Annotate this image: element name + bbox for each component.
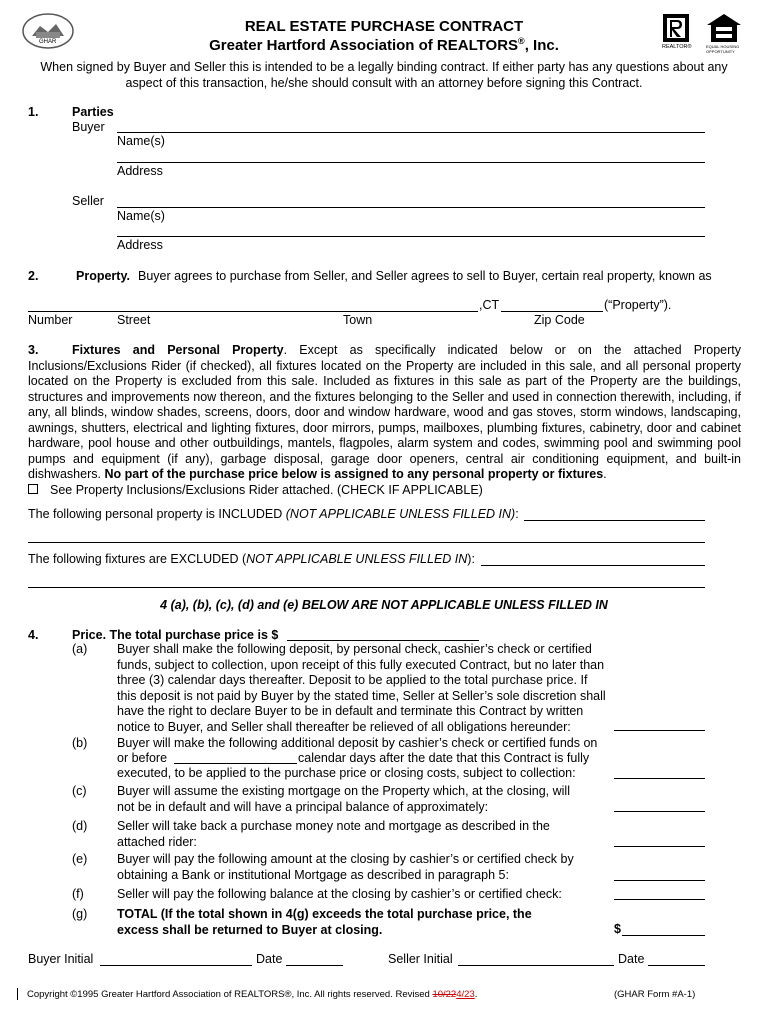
s4g-text: TOTAL (If the total shown in 4(g) exceeds the total purchase price, the excess shall be returned to Buyer at closing. [117,907,532,937]
realtor-logo [662,13,696,53]
seller-label: Seller [72,194,104,208]
s4e-amount-line[interactable] [614,880,705,881]
buyer-address-line[interactable] [117,162,705,163]
s4g-total-line[interactable] [622,935,705,936]
seller-names-caption: Name(s) [117,209,165,223]
footer-form-id: (GHAR Form #A-1) [614,989,696,1000]
s1-title: Parties [72,105,114,119]
s4g-dollar: $ [614,922,621,936]
included-label: The following personal property is INCLUDED (NOT APPLICABLE UNLESS FILLED IN): [28,507,519,521]
property-address-line[interactable] [28,311,478,312]
excluded-line-2[interactable] [28,587,705,588]
number-caption: Number [28,313,73,327]
property-label: (“Property”). [604,298,672,312]
s4b-text-1: Buyer will make the following additional deposit by cashier’s check or certified funds on [117,736,598,750]
s4a-amount-line[interactable] [614,730,705,731]
s1-num: 1. [28,105,39,119]
seller-address-line[interactable] [117,236,705,237]
s4c-text: Buyer will assume the existing mortgage on the Property which, at the closing, will not be in default and will have a principal balance of approximately: [117,784,570,814]
seller-initial-label: Seller Initial [388,952,453,966]
form-org: Greater Hartford Association of REALTORS®, Inc. [209,36,559,54]
eho-label: EQUAL HOUSING OPPORTUNITY [706,44,740,54]
realtor-label: REALTOR® [662,44,692,50]
footer-copyright: Copyright ©1995 Greater Hartford Association of REALTORS®, Inc. All rights reserved. Revised 10/224/23. [27,989,478,1000]
total-price-line[interactable] [287,640,479,641]
footer-margin-bar [17,988,18,1000]
rider-checkbox-label: See Property Inclusions/Exclusions Rider attached. (CHECK IF APPLICABLE) [50,483,483,497]
s4c-label: (c) [72,784,87,798]
s3-paragraph: 3. Fixtures and Personal Property. Except as specifically indicated below or on the attached Property Inclusions/Exclusions Rider (if checked), all fixtures located on the Property are included in this sale, and all personal property located on the Property is excluded from this sale. Included as fixtures in this sale as part of the Property are the buildings, structures and improvements now thereon, and the fixtures belonging to the Seller and used in connection therewith, including, if any, all blinds, window shades, screens, doors, door and window hardware, wood and gas stoves, storm windows, landscaping, awnings, shutters, electrical and lighting fixtures, door mirrors, pumps, mailboxes, plumbing fixtures, cabinetry, door and cabinet hardware, pool house and other outbuildings, mantels, flagpoles, alarm system and codes, swimming pool and swimming pool pumps and equipment (if any), garbage disposal, garage door openers, central air conditioning equipment, and built-in dishwashers. No part of the purchase price below is assigned to any personal property or fixtures. [28,343,741,481]
s4d-label: (d) [72,819,88,833]
s4e-text: Buyer will pay the following amount at the closing by cashier’s or certified check by obtaining a Bank or institutional Mortgage as described in paragraph 5: [117,852,574,882]
s2-text: Buyer agrees to purchase from Seller, and Seller agrees to sell to Buyer, certain real property, known as [138,269,712,283]
form-title: REAL ESTATE PURCHASE CONTRACT [244,18,524,35]
s4-title: Price. The total purchase price is $ [72,628,279,642]
street-caption: Street [117,313,151,327]
ghar-logo [22,12,74,50]
included-line-2[interactable] [28,542,705,543]
s4d-amount-line[interactable] [614,846,705,847]
buyer-names-line[interactable] [117,132,705,133]
s4e-label: (e) [72,852,88,866]
ct-label: ,CT [479,298,500,312]
s4b-amount-line[interactable] [614,778,705,779]
seller-initial-line[interactable] [458,965,614,966]
zip-line[interactable] [501,311,603,312]
s4b-text-3: executed, to be applied to the purchase price or closing costs, subject to collection: [117,766,576,780]
s4a-label: (a) [72,642,88,656]
s4-notice: 4 (a), (b), (c), (d) and (e) BELOW ARE NOT APPLICABLE UNLESS FILLED IN [160,598,608,612]
s4-num: 4. [28,628,39,642]
ghar-logo-text: GHAR [39,39,57,45]
buyer-label: Buyer [72,120,105,134]
s2-title: Property. [76,269,130,283]
s4a-text: Buyer shall make the following deposit, by personal check, cashier’s check or certified funds, subject to collection, upon receipt of this fully executed Contract, but no later than three (3) calendar days thereafter. Deposit to be applied to the total purchase price. If this deposit is not paid by Buyer by the stated time, Seller at Seller’s sole discretion shall have the right to declare Buyer to be in default and terminate this Contract by written notice to Buyer, and Seller shall thereafter be relieved of all obligations hereunder: [117,642,606,734]
s4b-label: (b) [72,736,88,750]
buyer-initial-line[interactable] [100,965,252,966]
buyer-initial-label: Buyer Initial [28,952,94,966]
seller-date-line[interactable] [648,965,705,966]
s2-num: 2. [28,269,39,283]
s4d-text: Seller will take back a purchase money note and mortgage as described in the attached rider: [117,819,550,849]
s4f-text: Seller will pay the following balance at the closing by cashier’s or certified check: [117,887,562,901]
buyer-address-caption: Address [117,164,163,178]
intro-text: When signed by Buyer and Seller this is intended to be a legally binding contract. If either party has any questions about any aspect of this transaction, he/she should consult with an attorney before signing this Contract. [40,60,728,90]
buyer-date-label: Date [256,952,283,966]
buyer-names-caption: Name(s) [117,134,165,148]
included-line-1[interactable] [524,520,705,521]
s4b-text-2b: calendar days after the date that this Contract is fully [298,751,590,765]
s4b-text-2a: or before [117,751,168,765]
seller-address-caption: Address [117,238,163,252]
s4f-label: (f) [72,887,84,901]
town-caption: Town [343,313,373,327]
s4c-amount-line[interactable] [614,811,705,812]
buyer-date-line[interactable] [286,965,343,966]
seller-names-line[interactable] [117,207,705,208]
s4g-label: (g) [72,907,88,921]
equal-housing-logo [706,13,748,53]
zip-caption: Zip Code [534,313,585,327]
rider-checkbox[interactable] [28,484,38,494]
excluded-label: The following fixtures are EXCLUDED (NOT APPLICABLE UNLESS FILLED IN): [28,552,475,566]
excluded-line-1[interactable] [481,565,705,566]
s4b-days-line[interactable] [174,763,297,764]
seller-date-label: Date [618,952,645,966]
s4f-amount-line[interactable] [614,899,705,900]
